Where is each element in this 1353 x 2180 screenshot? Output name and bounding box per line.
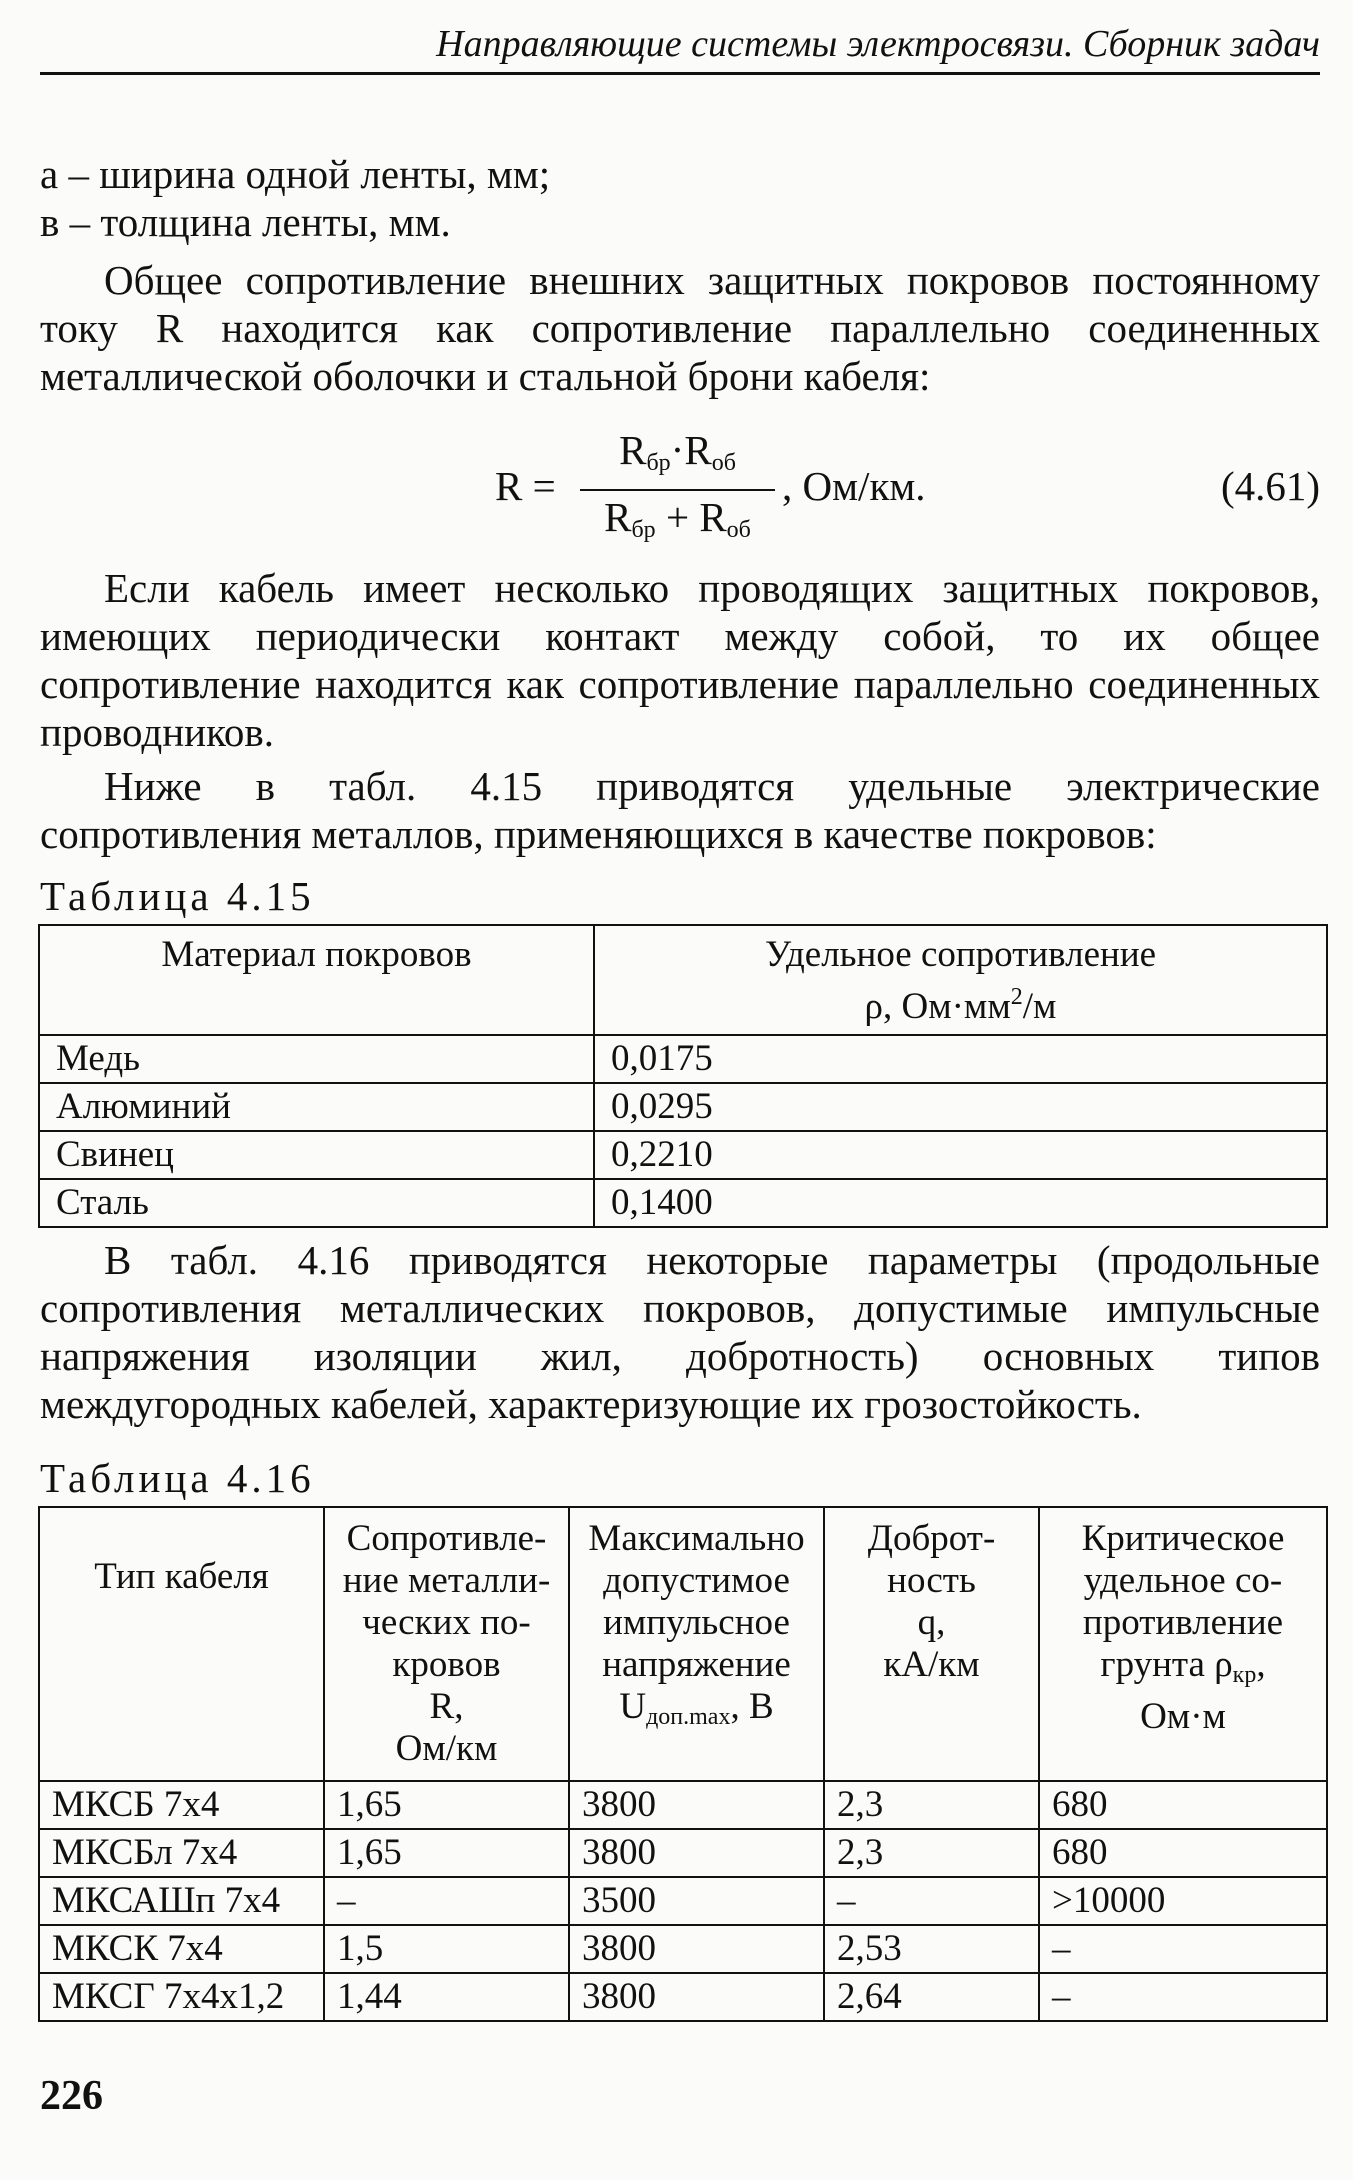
header-material: Материал покровов [39, 925, 594, 1035]
formula-lhs: R = [495, 463, 556, 509]
table-row [39, 1877, 1327, 1925]
header-critical-resistivity: Критическое удельное со- противление грунта $\rho_{кр}$, Ом·м [1039, 1507, 1327, 1781]
table-row [39, 1925, 1327, 1973]
cell-resistance: 1,5 [324, 1925, 569, 1973]
cell-material: Сталь [39, 1179, 594, 1227]
formula-fraction [580, 426, 775, 554]
cell-critical: 680 [1039, 1829, 1327, 1877]
table-header-row [39, 925, 1327, 1035]
cell-quality: 2,3 [824, 1781, 1039, 1829]
table-4-16-caption: Таблица 4.16 [40, 1455, 315, 1501]
header-resistivity: Удельное сопротивление ρ, $Ом\cdot мм^2/м$ [594, 925, 1327, 1035]
paragraph-multiple-covers: Если кабель имеет несколько проводящих защитных покровов, имеющих периодически контакт между собой, то их общее сопротивление находится как сопротивление параллельно соединенных проводников. [40, 565, 1320, 755]
table-header-row [39, 1507, 1327, 1781]
table-4-16 [38, 1506, 1328, 2022]
table-row [39, 1781, 1327, 1829]
header-resistance: Сопротивле- ние металли- ческих по- кровов R, Ом/км [324, 1507, 569, 1781]
cell-type: МКСАШп 7х4 [39, 1877, 324, 1925]
cell-resistivity: 0,0175 [594, 1035, 1327, 1083]
cell-type: МКСБ 7х4 [39, 1781, 324, 1829]
cell-type: МКСБл 7х4 [39, 1829, 324, 1877]
page-number: 226 [40, 2073, 103, 2119]
cell-voltage: 3800 [569, 1925, 824, 1973]
cell-critical: 680 [1039, 1781, 1327, 1829]
page-body [40, 150, 1320, 2022]
cell-type: МКСК 7х4 [39, 1925, 324, 1973]
paragraph-table-4-15-intro: Ниже в табл. 4.15 приводятся удельные электрические сопротивления металлов, применяющихся в качестве покровов: [40, 763, 1320, 857]
cell-resistance: – [324, 1877, 569, 1925]
cell-resistance: 1,44 [324, 1973, 569, 2021]
formula-numerator: $R_{бр}\cdot R_{об}$ [580, 426, 775, 491]
table-row [39, 1131, 1327, 1179]
paragraph-table-4-16-intro: В табл. 4.16 приводятся некоторые параметры (продольные сопротивления металлических покровов, допустимые импульсные напряжения изоляции жил, добротность) основных типов междугородных кабелей, характеризующие их грозостойкость. [40, 1237, 1320, 1427]
cell-voltage: 3800 [569, 1781, 824, 1829]
table-row [39, 1829, 1327, 1877]
cell-critical: >10000 [1039, 1877, 1327, 1925]
definition-b: в – толщина ленты, мм. [40, 199, 451, 245]
equation-number: (4.61) [1220, 463, 1320, 509]
formula-unit: , Ом/км. [782, 463, 926, 509]
table-4-15-caption: Таблица 4.15 [40, 873, 315, 919]
cell-quality: 2,3 [824, 1829, 1039, 1877]
definition-a: а – ширина одной ленты, мм; [40, 151, 551, 197]
cell-resistivity: 0,2210 [594, 1131, 1327, 1179]
paragraph-total-resistance: Общее сопротивление внешних защитных покровов постоянному току R находится как сопротивление параллельно соединенных металлической оболочки и стальной брони кабеля: [40, 257, 1320, 399]
table-row [39, 1179, 1327, 1227]
cell-material: Алюминий [39, 1083, 594, 1131]
table-row [39, 1973, 1327, 2021]
cell-resistivity: 0,0295 [594, 1083, 1327, 1131]
cell-voltage: 3500 [569, 1877, 824, 1925]
cell-quality: 2,53 [824, 1925, 1039, 1973]
table-row [39, 1083, 1327, 1131]
header-cable-type: Тип кабеля [39, 1507, 324, 1781]
cell-voltage: 3800 [569, 1973, 824, 2021]
table-row [39, 1035, 1327, 1083]
header-voltage: Максимально допустимое импульсное напряжение $U_{доп.max}$, В [569, 1507, 824, 1781]
table-4-15 [38, 924, 1328, 1228]
cell-material: Медь [39, 1035, 594, 1083]
formula-4-61 [40, 422, 1320, 552]
cell-resistance: 1,65 [324, 1829, 569, 1877]
header-rule [40, 72, 1320, 75]
running-header: Направляющие системы электросвязи. Сборник задач [436, 23, 1320, 65]
cell-critical: – [1039, 1973, 1327, 2021]
header-quality: Доброт- ность q, кА/км [824, 1507, 1039, 1781]
cell-material: Свинец [39, 1131, 594, 1179]
cell-critical: – [1039, 1925, 1327, 1973]
formula-denominator: $R_{бр} + R_{об}$ [604, 494, 751, 543]
cell-resistivity: 0,1400 [594, 1179, 1327, 1227]
cell-resistance: 1,65 [324, 1781, 569, 1829]
cell-quality: – [824, 1877, 1039, 1925]
cell-type: МКСГ 7х4х1,2 [39, 1973, 324, 2021]
cell-quality: 2,64 [824, 1973, 1039, 2021]
cell-voltage: 3800 [569, 1829, 824, 1877]
